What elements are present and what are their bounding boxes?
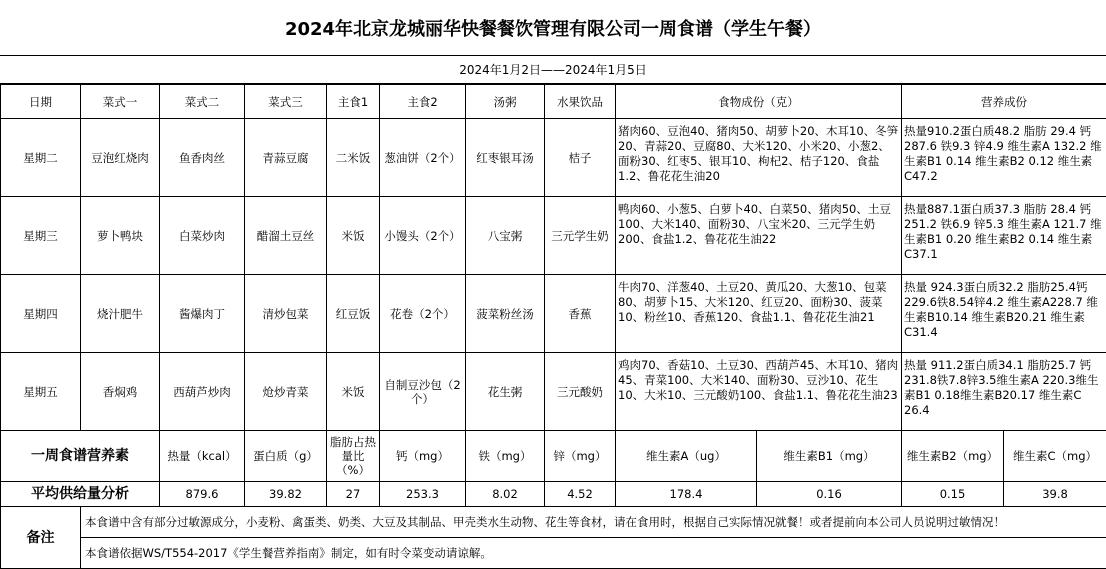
dish1-cell: 烧汁肥牛 [81,275,160,353]
ingredients-cell: 鸡肉70、香菇10、土豆30、西葫芦45、木耳10、猪肉45、青菜100、大米140、面粉30、豆沙10、花生10、大米10、三元酸奶100、食盐1.1、鲁花花生油23 [616,353,902,431]
weekly-nutrition-table [0,430,1106,507]
dish2-cell: 白菜炒肉 [160,197,245,275]
weekly-value-vitamin-b1: 0.16 [757,482,902,507]
dish2-cell: 鱼香肉丝 [160,119,245,197]
notes-row [1,538,1106,569]
notes-table [0,506,1106,569]
fruit-cell: 桔子 [545,119,616,197]
day-cell: 星期四 [1,275,81,353]
ingredients-cell: 猪肉60、豆泡40、猪肉50、胡萝卜20、木耳10、冬笋20、青蒜20、豆腐80、大米120、小米20、小葱2、面粉30、红枣5、银耳10、枸杞2、桔子120、食盐1.2、鲁花花生油20 [616,119,902,197]
day-cell: 星期三 [1,197,81,275]
fruit-cell: 香蕉 [545,275,616,353]
weekly-col-iron: 铁（mg） [466,431,545,482]
header-soup: 汤粥 [466,85,545,119]
table-row [1,353,1106,431]
nutrition-cell: 热量910.2蛋白质48.2 脂肪 29.4 钙287.6 铁9.3 锌4.9 维生素A 132.2 维生素B1 0.14 维生素B2 0.12 维生素C47.2 [902,119,1106,197]
day-cell: 星期二 [1,119,81,197]
weekly-value-vitamin-c: 39.8 [1004,482,1106,507]
header-date: 日期 [1,85,81,119]
dish3-cell: 青蒜豆腐 [245,119,327,197]
soup-cell: 红枣银耳汤 [466,119,545,197]
fruit-cell: 三元学生奶 [545,197,616,275]
soup-cell: 菠菜粉丝汤 [466,275,545,353]
staple1-cell: 米饭 [327,353,380,431]
weekly-values-row [1,482,1106,507]
notes-row [1,507,1106,538]
weekly-analysis-label: 平均供给量分析 [1,482,160,507]
header-staple2: 主食2 [380,85,466,119]
soup-cell: 花生粥 [466,353,545,431]
staple2-cell: 自制豆沙包（2个） [380,353,466,431]
ingredients-cell: 牛肉70、洋葱40、土豆20、黄瓜20、大葱10、包菜80、胡萝卜15、大米120、红豆20、面粉30、菠菜10、粉丝10、香蕉120、食盐1.1、鲁花花生油21 [616,275,902,353]
weekly-col-calcium: 钙（mg） [380,431,466,482]
weekly-value-calcium: 253.3 [380,482,466,507]
weekly-label: 一周食谱营养素 [1,431,160,482]
weekly-col-fat-ratio: 脂肪占热量比（%） [327,431,380,482]
weekly-value-energy: 879.6 [160,482,245,507]
header-fruit: 水果饮品 [545,85,616,119]
nutrition-cell: 热量887.1蛋白质37.3 脂肪 28.4 钙251.2 铁6.9 锌5.3 维生素A 121.7 维生素B1 0.20 维生素B2 0.14 维生素C37.1 [902,197,1106,275]
nutrition-cell: 热量 911.2蛋白质34.1 脂肪25.7 钙231.8铁7.8锌3.5维生素A 220.3维生素B1 0.18维生素B20.17 维生素C 26.4 [902,353,1106,431]
soup-cell: 八宝粥 [466,197,545,275]
weekly-col-zinc: 锌（mg） [545,431,616,482]
header-ingredients: 食物成份（克） [616,85,902,119]
weekly-col-vitamin-c: 维生素C（mg） [1004,431,1106,482]
nutrition-cell: 热量 924.3蛋白质32.2 脂肪25.4钙229.6铁8.54锌4.2 维生素A228.7 维生素B10.14 维生素B20.21 维生素C31.4 [902,275,1106,353]
weekly-col-vitamin-b2: 维生素B2（mg） [902,431,1004,482]
notes-label: 备注 [1,507,81,569]
weekly-value-vitamin-b2: 0.15 [902,482,1004,507]
dish3-cell: 醋溜土豆丝 [245,197,327,275]
staple2-cell: 葱油饼（2个） [380,119,466,197]
weekly-col-energy: 热量（kcal） [160,431,245,482]
header-dish1: 菜式一 [81,85,160,119]
header-row [1,85,1106,119]
header-dish3: 菜式三 [245,85,327,119]
staple2-cell: 小馒头（2个） [380,197,466,275]
page-title: 2024年北京龙城丽华快餐餐饮管理有限公司一周食谱（学生午餐） [0,0,1106,56]
weekly-header-row [1,431,1106,482]
staple1-cell: 二米饭 [327,119,380,197]
staple1-cell: 米饭 [327,197,380,275]
weekly-value-iron: 8.02 [466,482,545,507]
table-row [1,119,1106,197]
dish1-cell: 豆泡红烧肉 [81,119,160,197]
staple1-cell: 红豆饭 [327,275,380,353]
allergen-note: 本食谱中含有部分过敏源成分，小麦粉、禽蛋类、奶类、大豆及其制品、甲壳类水生动物、花生等食材，请在食用时，根据自己实际情况就餐！或者提前向本公司人员说明过敏情况！ [81,507,1106,538]
weekly-col-protein: 蛋白质（g） [245,431,327,482]
weekly-value-fat-ratio: 27 [327,482,380,507]
table-row [1,197,1106,275]
staple2-cell: 花卷（2个） [380,275,466,353]
header-dish2: 菜式二 [160,85,245,119]
header-staple1: 主食1 [327,85,380,119]
dish1-cell: 香焖鸡 [81,353,160,431]
weekly-col-vitamin-a: 维生素A（ug） [616,431,757,482]
dish3-cell: 炝炒青菜 [245,353,327,431]
weekly-value-zinc: 4.52 [545,482,616,507]
header-nutrition: 营养成份 [902,85,1106,119]
date-range: 2024年1月2日——2024年1月5日 [0,56,1106,84]
weekly-col-vitamin-b1: 维生素B1（mg） [757,431,902,482]
menu-table [0,84,1106,431]
dish3-cell: 清炒包菜 [245,275,327,353]
dish2-cell: 西葫芦炒肉 [160,353,245,431]
guideline-note: 本食谱依据WS/T554-2017《学生餐营养指南》制定，如有时令菜变动请谅解。 [81,538,1106,569]
weekly-value-vitamin-a: 178.4 [616,482,757,507]
ingredients-cell: 鸭肉60、小葱5、白萝卜40、白菜50、猪肉50、土豆100、大米140、面粉30、八宝米20、三元学生奶200、食盐1.2、鲁花花生油22 [616,197,902,275]
dish1-cell: 萝卜鸭块 [81,197,160,275]
dish2-cell: 酱爆肉丁 [160,275,245,353]
weekly-value-protein: 39.82 [245,482,327,507]
day-cell: 星期五 [1,353,81,431]
fruit-cell: 三元酸奶 [545,353,616,431]
table-row [1,275,1106,353]
